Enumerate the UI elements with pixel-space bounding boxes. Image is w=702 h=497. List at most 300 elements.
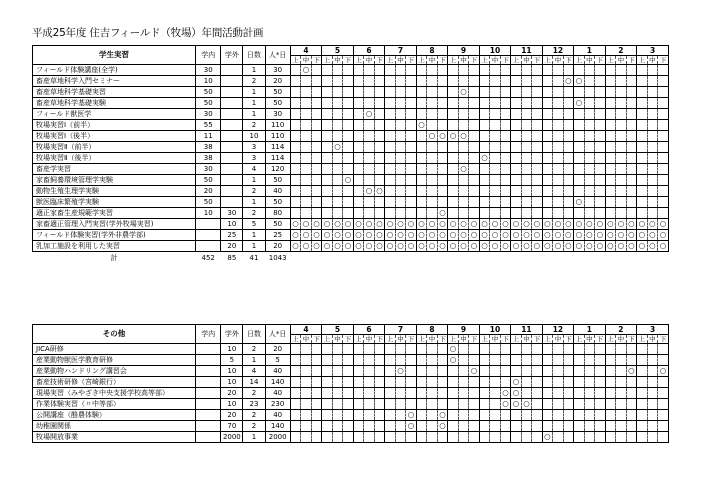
schedule-cell [563,164,573,175]
schedule-cell [301,98,311,109]
schedule-cell [332,65,342,76]
schedule-cell [563,120,573,131]
days-count: 4 [243,366,265,377]
schedule-mark: ○ [334,219,341,228]
schedule-cell [437,65,447,76]
schedule-cell [490,388,500,399]
schedule-cell [637,98,648,109]
period-subheader: 下 [376,56,383,64]
schedule-cell [500,120,510,131]
outside-count: 70 [221,421,243,432]
schedule-cell [605,197,616,208]
table-row [33,410,669,421]
schedule-cell [322,76,333,87]
schedule-cell [301,109,311,120]
schedule-cell [448,153,459,164]
schedule-cell [469,432,479,443]
month-header: 2 [605,46,637,56]
schedule-cell [311,355,321,366]
schedule-cell [416,410,427,421]
schedule-cell [542,76,553,87]
schedule-cell [301,432,311,443]
schedule-cell [469,142,479,153]
schedule-cell [542,366,553,377]
schedule-cell [479,98,490,109]
schedule-cell [395,377,405,388]
total-days: 41 [249,254,259,263]
schedule-cell [553,421,563,432]
schedule-cell [395,421,405,432]
schedule-mark: ○ [574,98,585,109]
schedule-cell [311,109,321,120]
schedule-cell [301,76,311,87]
schedule-cell [437,175,447,186]
schedule-cell [332,175,342,186]
schedule-cell [311,197,321,208]
schedule-cell [364,388,374,399]
schedule-cell [595,366,605,377]
schedule-cell [626,355,636,366]
schedule-cell [542,87,553,98]
schedule-mark: ○ [376,241,383,250]
schedule-cell [343,410,353,421]
schedule-cell [448,164,459,175]
schedule-cell [332,131,342,142]
schedule-cell [322,120,333,131]
schedule-cell [595,388,605,399]
schedule-cell [385,410,396,421]
schedule-cell [605,388,616,399]
schedule-mark: ○ [574,197,585,208]
schedule-cell [616,142,626,153]
schedule-cell [616,208,626,219]
schedule-mark: ○ [511,377,522,388]
schedule-cell [353,344,364,355]
schedule-cell [395,175,405,186]
days-count: 2 [243,120,265,131]
schedule-cell [553,164,563,175]
schedule-cell [553,186,563,197]
schedule-cell [511,87,522,98]
schedule-cell [595,186,605,197]
schedule-cell [658,399,669,410]
schedule-cell [595,355,605,366]
schedule-cell [332,87,342,98]
schedule-mark: ○ [637,230,648,241]
period-subheader: 中 [586,56,593,64]
schedule-mark: ○ [470,219,478,228]
schedule-cell [427,377,437,388]
schedule-cell [311,175,321,186]
schedule-cell [574,421,585,432]
schedule-cell [658,65,669,76]
schedule-cell [448,76,459,87]
schedule-cell [343,120,353,131]
schedule-cell [490,175,500,186]
schedule-cell [469,65,479,76]
schedule-cell [490,377,500,388]
schedule-cell [584,87,594,98]
schedule-cell [553,399,563,410]
month-header: 1 [574,46,606,56]
person-days: 50 [265,87,290,98]
period-subheader: 下 [533,56,541,64]
schedule-mark: ○ [407,230,415,239]
schedule-mark: ○ [365,109,373,118]
schedule-cell [500,344,510,355]
schedule-cell [301,377,311,388]
schedule-cell [343,142,353,153]
inside-count: 50 [196,175,221,186]
schedule-cell [595,87,605,98]
schedule-mark: ○ [511,230,522,241]
schedule-mark: ○ [574,241,585,252]
schedule-cell [532,164,542,175]
schedule-cell [532,142,542,153]
person-days: 140 [265,377,290,388]
schedule-cell [395,131,405,142]
schedule-cell [658,186,669,197]
schedule-cell [595,98,605,109]
schedule-cell [395,208,405,219]
schedule-cell [647,344,657,355]
schedule-cell [563,142,573,153]
schedule-cell [595,131,605,142]
schedule-cell [658,355,669,366]
days-count: 1 [243,175,265,186]
schedule-cell [542,120,553,131]
schedule-cell [563,65,573,76]
schedule-mark: ○ [448,230,459,241]
schedule-mark: ○ [502,241,509,250]
schedule-cell [500,432,510,443]
period-subheader: 中 [460,56,467,64]
schedule-cell [616,175,626,186]
schedule-cell [364,153,374,164]
schedule-cell [532,421,542,432]
schedule-cell [385,388,396,399]
schedule-cell [595,197,605,208]
schedule-cell [427,208,437,219]
schedule-cell [626,76,636,87]
schedule-mark: ○ [533,219,541,228]
period-subheader: 中 [334,56,341,64]
schedule-cell [574,65,585,76]
schedule-cell [353,120,364,131]
schedule-cell [353,355,364,366]
month-header: 8 [416,325,448,335]
schedule-cell [574,120,585,131]
schedule-mark: ○ [439,230,446,239]
schedule-cell [416,197,427,208]
schedule-cell [343,197,353,208]
schedule-cell [626,388,636,399]
schedule-cell [584,186,594,197]
schedule-mark: ○ [460,219,467,228]
schedule-cell [311,87,321,98]
schedule-cell [385,421,396,432]
activity-name: 畜産草地科学入門セミナー [33,76,196,87]
schedule-cell [353,366,364,377]
period-subheader: 上 [574,56,585,65]
schedule-cell [395,197,405,208]
schedule-cell [385,87,396,98]
schedule-cell [584,98,594,109]
schedule-cell [427,432,437,443]
schedule-cell [637,421,648,432]
schedule-cell [584,142,594,153]
schedule-cell [500,98,510,109]
schedule-cell [332,432,342,443]
page-title: 平成25年度 住吉フィールド（牧場）年間活動計画 [32,27,264,39]
schedule-cell [616,399,626,410]
schedule-cell [448,399,459,410]
schedule-cell [353,410,364,421]
period-subheader: 下 [313,335,320,343]
period-subheader: 上 [542,335,553,344]
schedule-cell [469,164,479,175]
schedule-mark: ○ [376,219,383,228]
schedule-cell [626,87,636,98]
schedule-cell [322,153,333,164]
schedule-cell [605,164,616,175]
schedule-cell [584,432,594,443]
schedule-cell [647,355,657,366]
inside-count [196,230,221,241]
schedule-cell [490,120,500,131]
schedule-cell [563,432,573,443]
schedule-cell [353,109,364,120]
days-count: 23 [243,399,265,410]
schedule-cell [290,432,301,443]
schedule-cell [511,208,522,219]
period-subheader: 中 [649,56,656,64]
schedule-cell [490,186,500,197]
schedule-mark: ○ [407,421,415,430]
schedule-cell [427,175,437,186]
period-subheader: 上 [574,335,585,344]
schedule-cell [521,120,531,131]
schedule-mark: ○ [439,241,446,250]
schedule-mark: ○ [596,230,604,239]
inside-count: 30 [196,65,221,76]
schedule-cell [500,197,510,208]
schedule-cell [595,164,605,175]
schedule-cell [584,355,594,366]
schedule-cell [448,120,459,131]
schedule-cell [385,131,396,142]
schedule-cell [490,355,500,366]
schedule-mark: ○ [542,230,553,241]
schedule-cell [605,76,616,87]
person-days: 40 [265,186,290,197]
schedule-cell [343,98,353,109]
schedule-cell [353,208,364,219]
schedule-cell [500,186,510,197]
period-subheader: 下 [470,335,478,343]
schedule-cell [626,399,636,410]
schedule-mark: ○ [290,219,301,230]
schedule-cell [521,197,531,208]
period-subheader: 下 [407,56,415,64]
schedule-cell [364,421,374,432]
schedule-cell [311,164,321,175]
schedule-cell [553,208,563,219]
schedule-cell [406,87,416,98]
period-subheader: 下 [596,56,604,64]
days-header: 日数 [243,46,265,65]
outside-count [221,109,243,120]
period-subheader: 上 [605,56,616,65]
schedule-mark: ○ [596,241,604,250]
schedule-mark: ○ [460,87,467,96]
schedule-cell [605,355,616,366]
inside-count: 50 [196,98,221,109]
period-subheader: 下 [313,56,320,64]
schedule-mark: ○ [617,230,625,239]
schedule-cell [353,87,364,98]
period-subheader: 中 [334,335,341,343]
outside-count [221,153,243,164]
schedule-cell [658,410,669,421]
table-row [33,344,669,355]
schedule-mark: ○ [397,366,404,375]
schedule-cell [311,98,321,109]
schedule-cell [301,344,311,355]
month-header: 6 [353,325,385,335]
schedule-cell [395,344,405,355]
schedule-cell [458,98,468,109]
schedule-cell [532,355,542,366]
schedule-cell [427,98,437,109]
schedule-cell [427,153,437,164]
schedule-mark: ○ [605,241,616,252]
schedule-cell [479,410,490,421]
activity-name: 牧場実習Ⅰ（前半） [33,120,196,131]
schedule-mark: ○ [658,230,669,241]
activity-name: 適正家畜生産規範学実習 [33,208,196,219]
outside-count: 20 [221,410,243,421]
inside-count: 30 [196,164,221,175]
schedule-cell [626,208,636,219]
schedule-cell [448,98,459,109]
person-days: 50 [265,219,290,230]
schedule-cell [301,142,311,153]
schedule-cell [416,76,427,87]
table-row [33,164,669,175]
schedule-cell [353,186,364,197]
schedule-cell [574,87,585,98]
schedule-cell [469,98,479,109]
schedule-cell [479,197,490,208]
schedule-mark: ○ [448,219,459,230]
schedule-cell [395,388,405,399]
schedule-cell [458,344,468,355]
schedule-cell [416,153,427,164]
schedule-cell [563,87,573,98]
activity-name: 動物生殖生理学実験 [33,186,196,197]
schedule-cell [290,142,301,153]
schedule-cell [322,109,333,120]
schedule-cell [553,377,563,388]
schedule-mark: ○ [523,230,530,239]
schedule-cell [532,208,542,219]
schedule-cell [416,366,427,377]
schedule-cell [605,366,616,377]
schedule-cell [637,410,648,421]
schedule-cell [542,186,553,197]
schedule-cell [626,197,636,208]
schedule-cell [374,432,384,443]
schedule-cell [322,175,333,186]
table-row [33,186,669,197]
days-count: 3 [243,142,265,153]
schedule-cell [427,366,437,377]
schedule-cell [595,432,605,443]
schedule-cell [458,142,468,153]
schedule-cell [584,131,594,142]
schedule-mark: ○ [407,219,415,228]
schedule-cell [311,388,321,399]
schedule-cell [448,186,459,197]
schedule-cell [437,142,447,153]
schedule-cell [542,410,553,421]
schedule-cell [311,410,321,421]
schedule-mark: ○ [565,219,572,228]
schedule-cell [616,120,626,131]
schedule-cell [395,76,405,87]
schedule-cell [322,410,333,421]
schedule-cell [637,344,648,355]
schedule-cell [521,65,531,76]
schedule-cell [595,109,605,120]
person-days: 140 [265,421,290,432]
schedule-mark: ○ [511,388,522,399]
schedule-cell [385,153,396,164]
schedule-cell [353,65,364,76]
schedule-cell [458,65,468,76]
schedule-cell [458,197,468,208]
schedule-cell [343,388,353,399]
inside-count [196,355,221,366]
schedule-cell [647,109,657,120]
period-subheader: 上 [637,335,648,344]
outside-count: 10 [221,377,243,388]
activity-name: 乳加工施設を利用した実習 [33,241,196,252]
schedule-cell [385,76,396,87]
inside-count: 10 [196,76,221,87]
schedule-cell [521,164,531,175]
schedule-cell [290,131,301,142]
schedule-cell [574,175,585,186]
schedule-cell [301,153,311,164]
schedule-mark: ○ [344,241,352,250]
schedule-cell [490,366,500,377]
table-row [33,219,669,230]
period-subheader: 上 [416,56,427,65]
schedule-cell [448,142,459,153]
month-header: 11 [511,46,542,56]
schedule-cell [427,120,437,131]
person-days: 20 [265,344,290,355]
schedule-cell [322,399,333,410]
schedule-cell [616,87,626,98]
inside-header: 学内 [196,325,221,344]
schedule-cell [448,432,459,443]
schedule-cell [395,410,405,421]
schedule-cell [301,164,311,175]
schedule-mark: ○ [334,142,341,151]
